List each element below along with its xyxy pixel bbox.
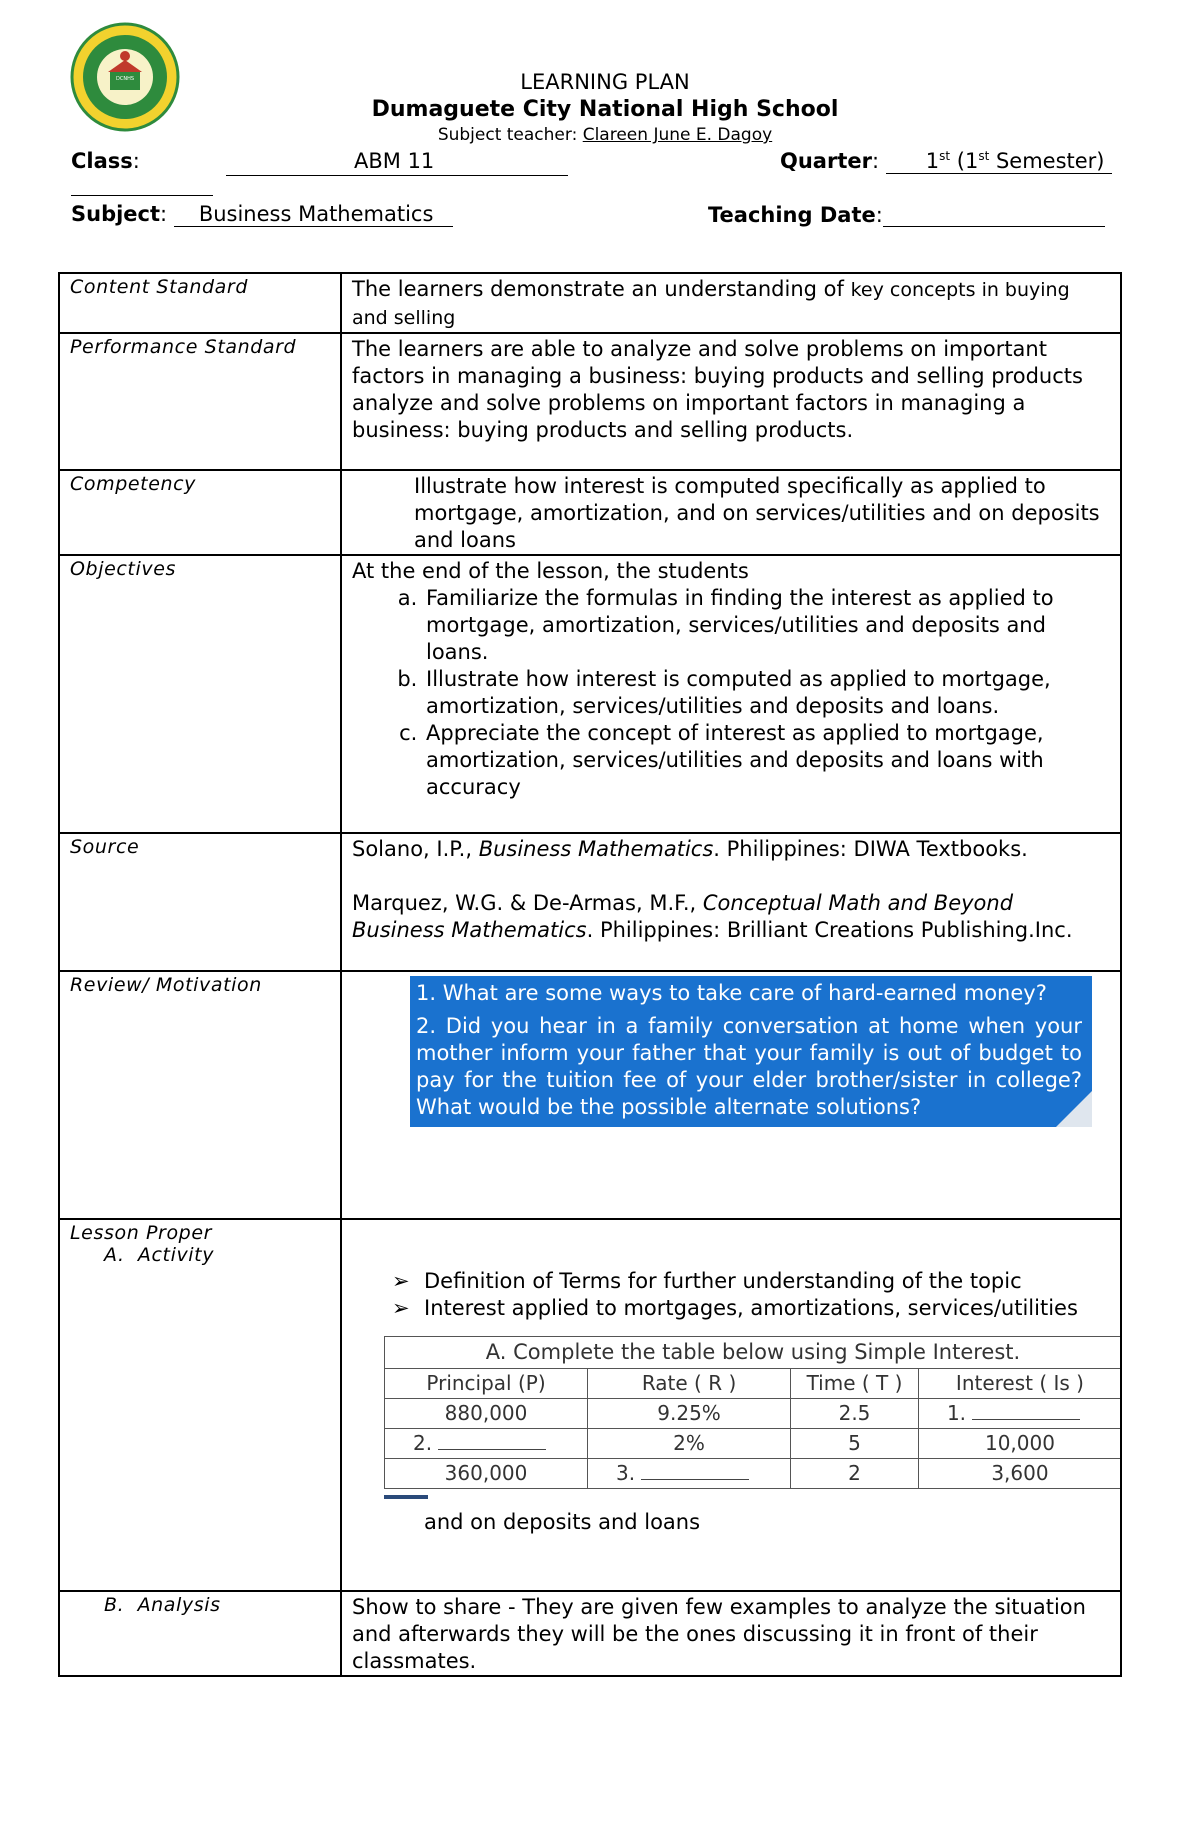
subject-label: Subject bbox=[71, 202, 161, 226]
quarter-field: Quarter: 1st (1st Semester) bbox=[780, 149, 1112, 174]
cell: 360,000 bbox=[385, 1459, 588, 1489]
analysis-label bbox=[59, 1591, 341, 1676]
answer-blank bbox=[972, 1401, 1080, 1420]
cell: 2% bbox=[588, 1429, 791, 1459]
cell: 880,000 bbox=[385, 1399, 588, 1429]
subject-value: Business Mathematics bbox=[174, 202, 454, 227]
quarter-value bbox=[886, 149, 1112, 174]
interest-row bbox=[385, 1459, 1122, 1489]
header-time: Time ( T ) bbox=[791, 1369, 919, 1399]
cell: 9.25% bbox=[588, 1399, 791, 1429]
performance-standard-label: Performance Standard bbox=[59, 333, 341, 470]
ref2-title: Conceptual Math and Beyond Business Mathematics bbox=[352, 891, 1014, 942]
arrow-bullet-icon: ➢ bbox=[392, 1269, 410, 1293]
simple-interest-table bbox=[384, 1336, 1122, 1489]
objective-item: b. Illustrate how interest is computed as applied to mortgage, amortization, services/utilities and deposits and loans. bbox=[424, 666, 1110, 720]
document-title: LEARNING PLAN bbox=[520, 70, 690, 94]
teaching-date-field: Teaching Date: bbox=[708, 202, 1105, 227]
quarter-sup-2: st bbox=[978, 149, 990, 163]
content-standard-text-small: key concepts in buying and selling bbox=[352, 279, 1070, 329]
header-interest: Interest ( Is ) bbox=[918, 1369, 1121, 1399]
quarter-sup-1: st bbox=[939, 149, 951, 163]
answer-blank bbox=[438, 1431, 546, 1450]
activity-letter: A. bbox=[104, 1244, 125, 1266]
content-standard-text: The learners demonstrate an understanding of bbox=[352, 277, 851, 301]
ref2-rest: . Philippines: Brilliant Creations Publishing.Inc. bbox=[586, 918, 1073, 942]
review-question-1: 1. What are some ways to take care of hard-earned money? bbox=[416, 981, 1047, 1005]
source-ref-2 bbox=[352, 890, 1110, 944]
source-value bbox=[341, 833, 1121, 971]
row-analysis bbox=[59, 1591, 1121, 1676]
class-extra-line bbox=[71, 195, 213, 196]
review-label: Review/ Motivation bbox=[59, 971, 341, 1219]
review-question-2: 2. Did you hear in a family conversation at home when your mother inform your father that your family is out of budget to pay for the tuition fee of your elder brother/sister in college? What would be the possible alternate solutions? bbox=[416, 1014, 1082, 1119]
objective-item: a. Familiarize the formulas in finding the interest as applied to mortgage, amortization, services/utilities and deposits and loans. bbox=[424, 585, 1110, 666]
review-questions-image bbox=[410, 976, 1092, 1127]
source-label: Source bbox=[59, 833, 341, 971]
content-standard-label: Content Standard bbox=[59, 273, 341, 333]
ref1-title: Business Mathematics bbox=[478, 837, 714, 861]
activity-label bbox=[70, 1244, 330, 1266]
quarter-mid: (1 bbox=[950, 149, 979, 173]
svg-text:DCNHS: DCNHS bbox=[115, 76, 135, 82]
ref1-rest: . Philippines: DIWA Textbooks. bbox=[713, 837, 1028, 861]
teaching-date-label: Teaching Date bbox=[708, 203, 876, 227]
quarter-label: Quarter bbox=[780, 149, 872, 173]
lesson-bullets bbox=[352, 1268, 1110, 1322]
row-competency bbox=[59, 470, 1121, 555]
cell: 10,000 bbox=[918, 1429, 1121, 1459]
cell-blank bbox=[918, 1399, 1121, 1429]
row-review bbox=[59, 971, 1121, 1219]
cell: 3,600 bbox=[918, 1459, 1121, 1489]
lesson-tail: and on deposits and loans bbox=[424, 1510, 701, 1534]
header-rate: Rate ( R ) bbox=[588, 1369, 791, 1399]
cell-blank bbox=[588, 1459, 791, 1489]
lesson-bullet-text: Interest applied to mortgages, amortizations, services/utilities bbox=[424, 1296, 1078, 1320]
class-value-line bbox=[226, 149, 568, 176]
subject-teacher bbox=[0, 125, 1200, 145]
ref2-author: Marquez, W.G. & De-Armas, M.F., bbox=[352, 891, 703, 915]
blank-number: 3. bbox=[616, 1461, 636, 1485]
objective-item: c. Appreciate the concept of interest as applied to mortgage, amortization, services/utilities and deposits and loans with accuracy bbox=[424, 720, 1110, 801]
quarter-end: Semester) bbox=[989, 149, 1105, 173]
analysis-text: Analysis bbox=[137, 1594, 221, 1616]
class-field: Class: bbox=[71, 149, 140, 173]
ref1-author: Solano, I.P., bbox=[352, 837, 479, 861]
row-content-standard bbox=[59, 273, 1121, 333]
lesson-bullet bbox=[392, 1295, 1110, 1322]
analysis-letter: B. bbox=[104, 1594, 125, 1616]
review-value bbox=[341, 971, 1121, 1219]
lesson-proper-title: Lesson Proper bbox=[70, 1222, 213, 1244]
interest-table-caption: A. Complete the table below using Simple Interest. bbox=[384, 1336, 1122, 1368]
analysis-value: Show to share - They are given few examples to analyze the situation and afterwards they will be the ones discussing it in front of their classmates. bbox=[341, 1591, 1121, 1676]
content-standard-value bbox=[341, 273, 1121, 333]
objectives-list bbox=[352, 585, 1110, 801]
cell-blank bbox=[385, 1429, 588, 1459]
class-value: ABM 11 bbox=[354, 149, 435, 173]
interest-row bbox=[385, 1429, 1122, 1459]
page-curl-icon bbox=[1056, 1091, 1092, 1127]
source-ref-1 bbox=[352, 836, 1110, 863]
objectives-intro: At the end of the lesson, the students bbox=[352, 559, 749, 583]
competency-value: Illustrate how interest is computed specifically as applied to mortgage, amortization, and on services/utilities and on deposits and loans bbox=[341, 470, 1121, 555]
lesson-bullet bbox=[392, 1268, 1110, 1295]
lesson-bullet-text: Definition of Terms for further understanding of the topic bbox=[424, 1269, 1022, 1293]
learning-plan-table bbox=[58, 272, 1122, 1677]
quarter-num: 1 bbox=[925, 149, 940, 173]
teacher-name: Clareen June E. Dagoy bbox=[582, 125, 773, 145]
interest-header-row bbox=[385, 1369, 1122, 1399]
row-lesson-proper bbox=[59, 1219, 1121, 1591]
arrow-bullet-icon: ➢ bbox=[392, 1296, 410, 1320]
image-edge-mark bbox=[384, 1495, 428, 1499]
school-name: Dumaguete City National High School bbox=[371, 97, 839, 122]
objectives-label: Objectives bbox=[59, 555, 341, 833]
lesson-proper-value bbox=[341, 1219, 1121, 1591]
row-performance-standard bbox=[59, 333, 1121, 470]
competency-label: Competency bbox=[59, 470, 341, 555]
activity-text: Activity bbox=[137, 1244, 215, 1266]
answer-blank bbox=[641, 1461, 749, 1480]
row-objectives bbox=[59, 555, 1121, 833]
lesson-proper-label bbox=[59, 1219, 341, 1591]
objectives-value bbox=[341, 555, 1121, 833]
header-principal: Principal (P) bbox=[385, 1369, 588, 1399]
row-source bbox=[59, 833, 1121, 971]
subject-field: Subject: Business Mathematics bbox=[71, 202, 453, 227]
cell: 2 bbox=[791, 1459, 919, 1489]
performance-standard-value: The learners are able to analyze and solve problems on important factors in managing a business: buying products and selling products analyze and solve problems on important factors in managing a business: buying products and selling products. bbox=[341, 333, 1121, 470]
teaching-date-value bbox=[883, 202, 1105, 227]
interest-row bbox=[385, 1399, 1122, 1429]
blank-number: 1. bbox=[946, 1401, 967, 1425]
class-label: Class bbox=[71, 149, 133, 173]
teacher-label: Subject teacher: bbox=[437, 125, 583, 145]
cell: 2.5 bbox=[791, 1399, 919, 1429]
cell: 5 bbox=[791, 1429, 919, 1459]
blank-number: 2. bbox=[413, 1431, 433, 1455]
